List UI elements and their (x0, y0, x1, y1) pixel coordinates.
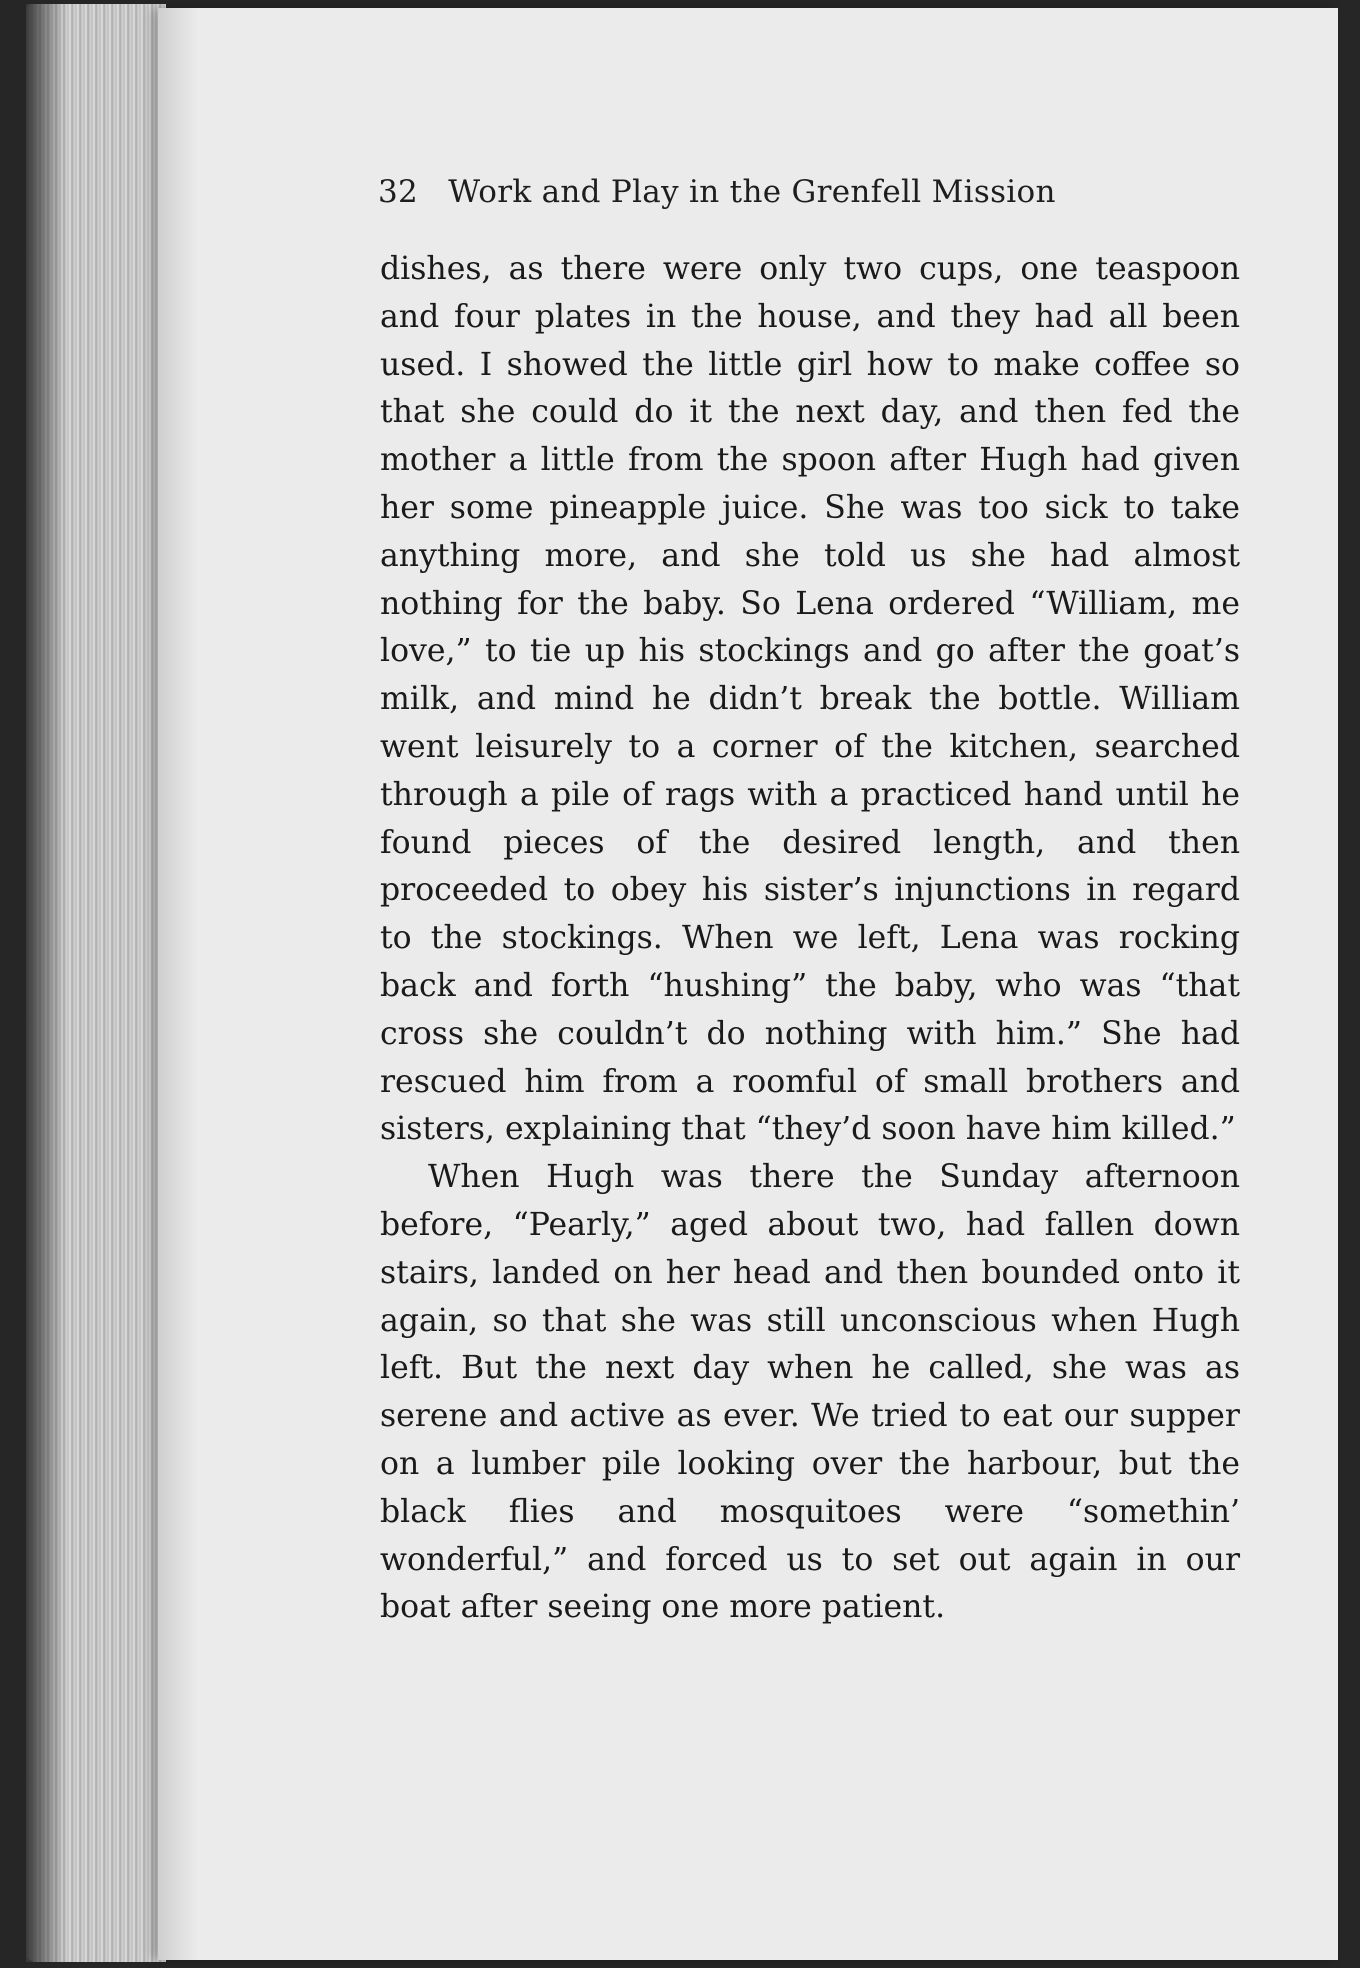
page-gutter-shadow (158, 8, 198, 1960)
book-spine-shadow (26, 4, 66, 1962)
paragraph: dishes, as there were only two cups, one teaspoon and four plates in the house, and they had all been used. I showed the little girl how to make coffee so that she could do it the next day, and then fed the mother a little from the spoon after Hugh had given her some pineapple juice. She was too sick to take anything more, and she told us she had almost nothing for the baby. So Lena ordered “William, me love,” to tie up his stockings and go after the goat’s milk, and mind he didn’t break the bottle. William went leisurely to a corner of the kitchen, searched through a pile of rags with a practiced hand until he found pieces of the desired length, and then proceeded to obey his sister’s injunctions in regard to the stockings. When we left, Lena was rocking back and forth “hushing” the baby, who was “that cross she couldn’t do nothing with him.” She had rescued him from a roomful of small brothers and sisters, explaining that “they’d soon have him killed.” (380, 251, 1240, 1148)
paragraph: When Hugh was there the Sunday afternoon before, “Pearly,” aged about two, had fallen down stairs, landed on her head and then bounded onto it again, so that she was still unconscious when Hugh left. But the next day when he called, she was as serene and active as ever. We tried to eat our supper on a lumber pile looking over the harbour, but the black flies and mosquitoes were “somethin’ wonderful,” and forced us to set out again in our boat after seeing one more patient. (380, 1159, 1240, 1626)
body-text (380, 246, 1240, 1632)
page-number: 32 (378, 174, 419, 210)
running-title: Work and Play in the Grenfell Mission (448, 174, 1056, 210)
running-header (378, 174, 1158, 210)
